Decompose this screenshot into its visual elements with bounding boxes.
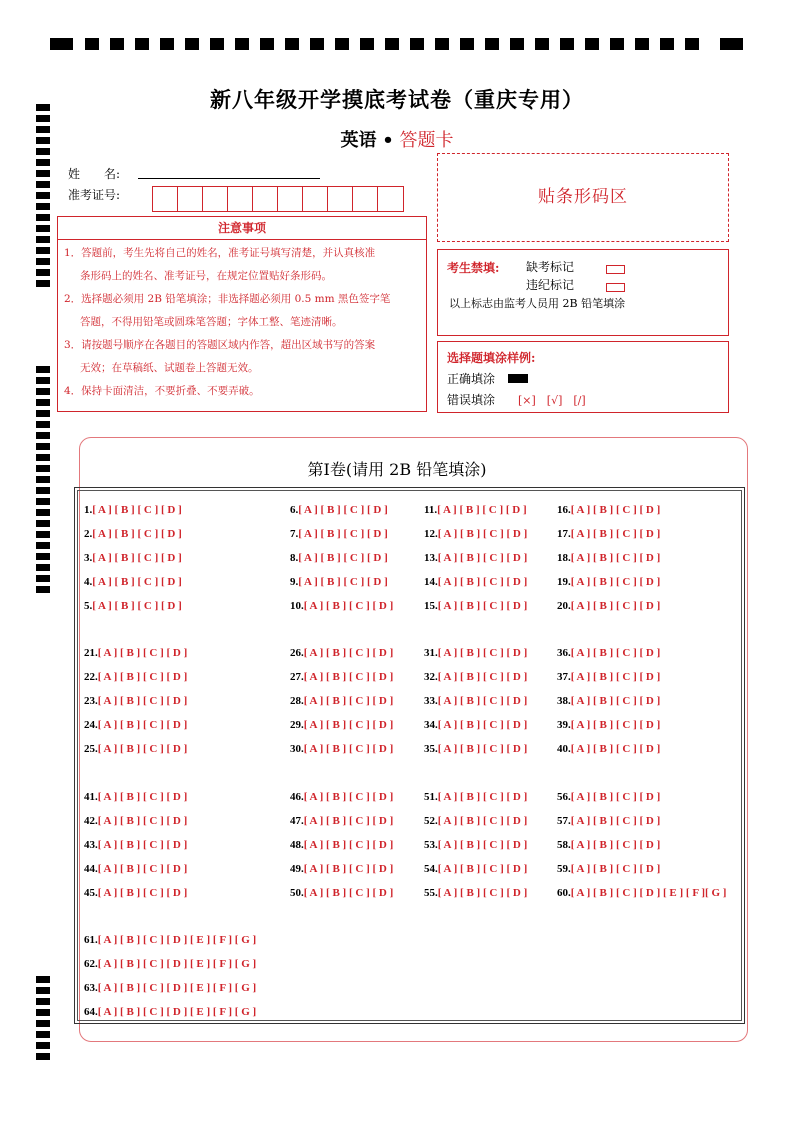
question-number: 46.	[290, 791, 304, 803]
answer-row-16[interactable]	[557, 504, 660, 516]
question-number: 60.	[557, 887, 571, 899]
absent-mark-box[interactable]	[606, 259, 625, 278]
answer-options[interactable]: [ A ] [ B ] [ C ] [ D ]	[437, 600, 528, 612]
answer-row-23[interactable]	[84, 695, 187, 707]
notice-title: 注意事项	[58, 217, 426, 240]
answer-options[interactable]: [ A ] [ B ] [ C ] [ D ]	[570, 791, 661, 803]
answer-options[interactable]: [ A ] [ B ] [ C ] [ D ]	[570, 839, 661, 851]
answer-options[interactable]: [ A ] [ B ] [ C ] [ D ]	[303, 671, 394, 683]
answer-options[interactable]: [ A ] [ B ] [ C ] [ D ]	[97, 887, 188, 899]
answer-options[interactable]: [ A ] [ B ] [ C ] [ D ]	[437, 504, 527, 516]
question-number: 23.	[84, 695, 98, 707]
subtitle-dot: •	[382, 130, 394, 151]
question-number: 25.	[84, 743, 98, 755]
question-number: 35.	[424, 743, 438, 755]
question-number: 44.	[84, 863, 98, 875]
name-label: 姓 名:	[68, 167, 121, 181]
question-number: 8.	[290, 552, 299, 564]
question-number: 24.	[84, 719, 98, 731]
answer-row-41[interactable]	[84, 791, 187, 803]
answer-options[interactable]: [ A ] [ B ] [ C ] [ D ]	[570, 647, 661, 659]
answer-row-25[interactable]	[84, 743, 187, 755]
answer-row-61[interactable]	[84, 934, 256, 946]
answer-row-52[interactable]	[424, 815, 527, 827]
question-number: 53.	[424, 839, 438, 851]
question-number: 37.	[557, 671, 571, 683]
question-number: 17.	[557, 528, 571, 540]
answer-options[interactable]: [ A ] [ B ] [ C ] [ D ]	[303, 600, 394, 612]
section-title: 第I卷(请用 2B 铅笔填涂)	[307, 460, 487, 479]
notice-line: 1．答题前，考生先将自己的姓名，准考证号填写清楚，并认真核准	[64, 247, 376, 259]
answer-row-5[interactable]	[84, 600, 182, 612]
answer-row-29[interactable]	[290, 719, 393, 731]
answer-row-54[interactable]	[424, 863, 527, 875]
violation-label: 违纪标记	[526, 278, 575, 292]
wrong-mark-samples: [×] [√] [/]	[518, 394, 586, 407]
question-number: 30.	[290, 743, 304, 755]
answer-options[interactable]: [ A ] [ B ] [ C ] [ D ]	[437, 815, 528, 827]
answer-options[interactable]: [ A ] [ B ] [ C ] [ D ]	[303, 647, 394, 659]
answer-options[interactable]: [ A ] [ B ] [ C ] [ D ]	[570, 576, 661, 588]
id-cell[interactable]	[228, 187, 253, 211]
answer-options[interactable]: [ A ] [ B ] [ C ] [ D ]	[303, 863, 394, 875]
answer-options[interactable]: [ A ] [ B ] [ C ] [ D ]	[97, 839, 188, 851]
answer-options[interactable]: [ A ] [ B ] [ C ] [ D ]	[303, 839, 394, 851]
id-cell[interactable]	[303, 187, 328, 211]
question-number: 54.	[424, 863, 438, 875]
answer-row-10[interactable]	[290, 600, 393, 612]
question-number: 16.	[557, 504, 571, 516]
answer-row-33[interactable]	[424, 695, 527, 707]
answer-row-40[interactable]	[557, 743, 660, 755]
question-number: 2.	[84, 528, 93, 540]
question-number: 6.	[290, 504, 299, 516]
question-number: 63.	[84, 982, 98, 994]
answer-options[interactable]: [ A ] [ B ] [ C ] [ D ]	[92, 576, 182, 588]
answer-row-26[interactable]	[290, 647, 393, 659]
answer-options[interactable]: [ A ] [ B ] [ C ] [ D ]	[92, 600, 182, 612]
answer-row-22[interactable]	[84, 671, 187, 683]
answer-row-56[interactable]	[557, 791, 660, 803]
answer-row-58[interactable]	[557, 839, 660, 851]
answer-row-48[interactable]	[290, 839, 393, 851]
answer-row-8[interactable]	[290, 552, 388, 564]
question-number: 32.	[424, 671, 438, 683]
id-cell[interactable]	[278, 187, 303, 211]
answer-options[interactable]: [ A ] [ B ] [ C ] [ D ]	[437, 528, 528, 540]
answer-row-45[interactable]	[84, 887, 187, 899]
answer-row-55[interactable]	[424, 887, 527, 899]
absent-label: 缺考标记	[526, 260, 575, 274]
question-number: 56.	[557, 791, 571, 803]
question-number: 62.	[84, 958, 98, 970]
answer-options[interactable]: [ A ] [ B ] [ C ] [ D ]	[92, 552, 182, 564]
answer-options[interactable]: [ A ] [ B ] [ C ] [ D ]	[97, 695, 188, 707]
question-number: 26.	[290, 647, 304, 659]
correct-label: 正确填涂	[447, 372, 496, 386]
answer-options[interactable]: [ A ] [ B ] [ C ] [ D ]	[303, 791, 394, 803]
question-number: 40.	[557, 743, 571, 755]
answer-options[interactable]: [ A ] [ B ] [ C ] [ D ]	[437, 671, 528, 683]
question-number: 41.	[84, 791, 98, 803]
answer-options[interactable]: [ A ] [ B ] [ C ] [ D ]	[570, 671, 661, 683]
answer-row-63[interactable]	[84, 982, 256, 994]
answer-options[interactable]: [ A ] [ B ] [ C ] [ D ]	[97, 863, 188, 875]
question-number: 4.	[84, 576, 93, 588]
answer-options[interactable]: [ A ] [ B ] [ C ] [ D ]	[92, 504, 182, 516]
question-number: 52.	[424, 815, 438, 827]
subject-label: 英语	[340, 130, 377, 151]
ban-note: 以上标志由监考人员用 2B 铅笔填涂	[449, 297, 626, 310]
answer-options[interactable]: [ A ] [ B ] [ C ] [ D ]	[437, 863, 528, 875]
answer-row-14[interactable]	[424, 576, 527, 588]
answer-row-27[interactable]	[290, 671, 393, 683]
question-number: 36.	[557, 647, 571, 659]
answer-options[interactable]: [ A ] [ B ] [ C ] [ D ]	[570, 600, 661, 612]
answer-row-51[interactable]	[424, 791, 527, 803]
answer-options[interactable]: [ A ] [ B ] [ C ] [ D ]	[97, 791, 188, 803]
id-cell[interactable]	[353, 187, 378, 211]
question-number: 51.	[424, 791, 438, 803]
question-number: 57.	[557, 815, 571, 827]
question-number: 34.	[424, 719, 438, 731]
filled-mark-sample	[508, 374, 528, 383]
name-field[interactable]	[138, 178, 320, 179]
answer-row-60[interactable]	[557, 887, 726, 899]
id-label: 准考证号:	[68, 188, 121, 202]
answer-options[interactable]: [ A ] [ B ] [ C ] [ D ]	[570, 695, 661, 707]
question-number: 22.	[84, 671, 98, 683]
question-number: 64.	[84, 1006, 98, 1018]
sample-title: 选择题填涂样例:	[447, 351, 536, 365]
violation-mark-box[interactable]	[606, 277, 625, 296]
question-number: 42.	[84, 815, 98, 827]
answer-options[interactable]: [ A ] [ B ] [ C ] [ D ]	[97, 647, 188, 659]
answer-row-30[interactable]	[290, 743, 393, 755]
answer-row-11[interactable]	[424, 504, 527, 516]
answer-row-46[interactable]	[290, 791, 393, 803]
answer-row-19[interactable]	[557, 576, 660, 588]
answer-row-15[interactable]	[424, 600, 527, 612]
answer-options[interactable]: [ A ] [ B ] [ C ] [ D ]	[97, 815, 188, 827]
answer-row-47[interactable]	[290, 815, 393, 827]
answer-row-62[interactable]	[84, 958, 256, 970]
question-number: 61.	[84, 934, 98, 946]
answer-row-38[interactable]	[557, 695, 660, 707]
question-number: 12.	[424, 528, 438, 540]
question-number: 7.	[290, 528, 299, 540]
answer-options[interactable]: [ A ] [ B ] [ C ] [ D ]	[303, 743, 394, 755]
answer-row-17[interactable]	[557, 528, 660, 540]
answer-options[interactable]: [ A ] [ B ] [ C ] [ D ]	[437, 695, 528, 707]
wrong-label: 错误填涂	[447, 393, 496, 407]
answer-options[interactable]: [ A ] [ B ] [ C ] [ D ]	[298, 528, 388, 540]
fill-sample-box	[437, 341, 729, 413]
answer-row-43[interactable]	[84, 839, 187, 851]
question-number: 29.	[290, 719, 304, 731]
answer-options[interactable]: [ A ] [ B ] [ C ] [ D ]	[570, 743, 661, 755]
answer-row-1[interactable]	[84, 504, 182, 516]
answer-options[interactable]: [ A ] [ B ] [ C ] [ D ]	[437, 887, 528, 899]
page-title: 新八年级开学摸底考试卷（重庆专用）	[210, 87, 584, 112]
answer-options[interactable]: [ A ] [ B ] [ C ] [ D ]	[437, 791, 528, 803]
question-number: 21.	[84, 647, 98, 659]
answer-options[interactable]: [ A ] [ B ] [ C ] [ D ]	[570, 815, 661, 827]
answer-row-3[interactable]	[84, 552, 182, 564]
card-label: 答题卡	[399, 130, 454, 151]
answer-row-20[interactable]	[557, 600, 660, 612]
notice-box	[57, 216, 427, 412]
question-number: 58.	[557, 839, 571, 851]
question-number: 28.	[290, 695, 304, 707]
answer-row-2[interactable]	[84, 528, 182, 540]
id-cell[interactable]	[153, 187, 178, 211]
answer-row-53[interactable]	[424, 839, 527, 851]
answer-row-6[interactable]	[290, 504, 388, 516]
answer-options[interactable]: [ A ] [ B ] [ C ] [ D ]	[303, 815, 394, 827]
answer-options[interactable]: [ A ] [ B ] [ C ] [ D ]	[298, 576, 388, 588]
answer-options[interactable]: [ A ] [ B ] [ C ] [ D ]	[437, 576, 528, 588]
answer-options[interactable]: [ A ] [ B ] [ C ] [ D ]	[298, 504, 388, 516]
question-number: 19.	[557, 576, 571, 588]
answer-options[interactable]: [ A ] [ B ] [ C ] [ D ]	[570, 528, 661, 540]
question-number: 33.	[424, 695, 438, 707]
answer-row-21[interactable]	[84, 647, 187, 659]
answer-options[interactable]: [ A ] [ B ] [ C ] [ D ]	[303, 695, 394, 707]
question-number: 38.	[557, 695, 571, 707]
answer-row-57[interactable]	[557, 815, 660, 827]
answer-options[interactable]: [ A ] [ B ] [ C ] [ D ]	[570, 504, 661, 516]
answer-options[interactable]: [ A ] [ B ] [ C ] [ D ]	[437, 647, 528, 659]
question-number: 5.	[84, 600, 93, 612]
question-number: 31.	[424, 647, 438, 659]
answer-row-12[interactable]	[424, 528, 527, 540]
answer-options[interactable]: [ A ] [ B ] [ C ] [ D ]	[437, 839, 528, 851]
answer-options[interactable]: [ A ] [ B ] [ C ] [ D ]	[570, 863, 661, 875]
answer-row-37[interactable]	[557, 671, 660, 683]
answer-options[interactable]: [ A ] [ B ] [ C ] [ D ] [ E ] [ F ] [ G ]	[97, 934, 257, 946]
question-number: 45.	[84, 887, 98, 899]
id-number-grid[interactable]	[152, 186, 404, 212]
id-cell[interactable]	[253, 187, 278, 211]
answer-row-9[interactable]	[290, 576, 388, 588]
answer-row-44[interactable]	[84, 863, 187, 875]
question-number: 48.	[290, 839, 304, 851]
question-number: 3.	[84, 552, 93, 564]
question-number: 49.	[290, 863, 304, 875]
answer-options[interactable]: [ A ] [ B ] [ C ] [ D ]	[570, 552, 661, 564]
question-number: 55.	[424, 887, 438, 899]
answer-options[interactable]: [ A ] [ B ] [ C ] [ D ]	[437, 719, 528, 731]
answer-options[interactable]: [ A ] [ B ] [ C ] [ D ]	[303, 887, 394, 899]
answer-row-59[interactable]	[557, 863, 660, 875]
answer-row-39[interactable]	[557, 719, 660, 731]
answer-row-49[interactable]	[290, 863, 393, 875]
answer-row-7[interactable]	[290, 528, 388, 540]
question-number: 20.	[557, 600, 571, 612]
notice-line: 2．选择题必须用 2B 铅笔填涂；非选择题必须用 0.5 mm 黑色签字笔	[64, 293, 391, 305]
id-cell[interactable]	[178, 187, 203, 211]
answer-options[interactable]: [ A ] [ B ] [ C ] [ D ]	[298, 552, 388, 564]
question-number: 13.	[424, 552, 438, 564]
question-number: 14.	[424, 576, 438, 588]
id-cell[interactable]	[203, 187, 228, 211]
id-cell[interactable]	[328, 187, 353, 211]
notice-line: 无效；在草稿纸、试题卷上答题无效。	[80, 362, 259, 374]
answer-row-36[interactable]	[557, 647, 660, 659]
answer-options[interactable]: [ A ] [ B ] [ C ] [ D ]	[570, 719, 661, 731]
ban-title: 考生禁填:	[447, 261, 500, 275]
question-number: 43.	[84, 839, 98, 851]
answer-options[interactable]: [ A ] [ B ] [ C ] [ D ]	[97, 719, 188, 731]
answer-row-28[interactable]	[290, 695, 393, 707]
answer-row-64[interactable]	[84, 1006, 256, 1018]
answer-row-31[interactable]	[424, 647, 527, 659]
notice-line: 4．保持卡面清洁，不要折叠、不要弄破。	[64, 385, 260, 397]
answer-row-4[interactable]	[84, 576, 182, 588]
barcode-area: 贴条形码区	[437, 153, 729, 242]
answer-options[interactable]: [ A ] [ B ] [ C ] [ D ]	[97, 671, 188, 683]
question-number: 15.	[424, 600, 438, 612]
question-number: 50.	[290, 887, 304, 899]
notice-line: 答题，不得用铅笔或圆珠笔答题；字体工整、笔迹清晰。	[80, 316, 343, 328]
notice-line: 条形码上的姓名、准考证号，在规定位置贴好条形码。	[80, 270, 332, 282]
notice-line: 3．请按题号顺序在各题目的答题区域内作答，超出区域书写的答案	[64, 339, 376, 351]
answer-options[interactable]: [ A ] [ B ] [ C ] [ D ]	[437, 743, 528, 755]
answer-options[interactable]: [ A ] [ B ] [ C ] [ D ] [ E ] [ F ][ G ]	[570, 887, 727, 899]
answer-options[interactable]: [ A ] [ B ] [ C ] [ D ]	[92, 528, 182, 540]
answer-options[interactable]: [ A ] [ B ] [ C ] [ D ]	[303, 719, 394, 731]
question-number: 47.	[290, 815, 304, 827]
question-number: 10.	[290, 600, 304, 612]
answer-options[interactable]: [ A ] [ B ] [ C ] [ D ]	[97, 743, 188, 755]
answer-options[interactable]: [ A ] [ B ] [ C ] [ D ]	[437, 552, 528, 564]
examiner-only-box	[437, 249, 729, 336]
question-number: 27.	[290, 671, 304, 683]
answer-row-34[interactable]	[424, 719, 527, 731]
answer-row-24[interactable]	[84, 719, 187, 731]
answer-row-50[interactable]	[290, 887, 393, 899]
answer-options[interactable]: [ A ] [ B ] [ C ] [ D ] [ E ] [ F ] [ G ]	[97, 958, 257, 970]
answer-row-13[interactable]	[424, 552, 527, 564]
question-number: 11.	[424, 504, 438, 516]
answer-row-18[interactable]	[557, 552, 660, 564]
id-cell[interactable]	[378, 187, 403, 211]
answer-row-32[interactable]	[424, 671, 527, 683]
answer-row-42[interactable]	[84, 815, 187, 827]
question-number: 39.	[557, 719, 571, 731]
question-number: 18.	[557, 552, 571, 564]
answer-row-35[interactable]	[424, 743, 527, 755]
answer-options[interactable]: [ A ] [ B ] [ C ] [ D ] [ E ] [ F ] [ G ]	[97, 982, 257, 994]
question-number: 1.	[84, 504, 93, 516]
question-number: 59.	[557, 863, 571, 875]
subtitle	[0, 126, 794, 152]
question-number: 9.	[290, 576, 299, 588]
answer-options[interactable]: [ A ] [ B ] [ C ] [ D ] [ E ] [ F ] [ G ]	[97, 1006, 257, 1018]
